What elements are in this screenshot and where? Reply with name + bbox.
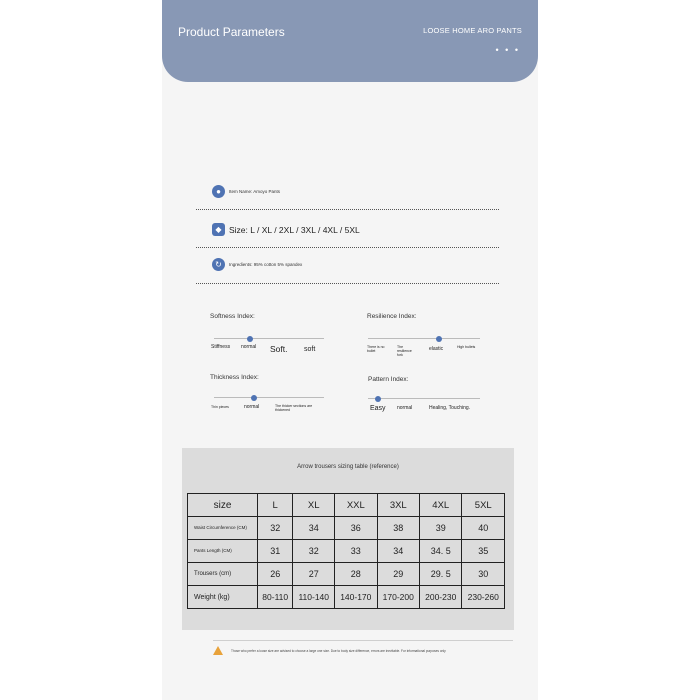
warning-icon xyxy=(213,646,223,655)
table-header-cell: size xyxy=(188,494,258,517)
table-cell: 36 xyxy=(335,517,377,540)
ingredients-row xyxy=(212,258,302,271)
table-cell: 30 xyxy=(462,563,505,586)
size-text: Size: L / XL / 2XL / 3XL / 4XL / 5XL xyxy=(229,224,360,235)
resilience-label: elastic xyxy=(429,346,444,352)
softness-label: Stiffness xyxy=(211,344,231,350)
table-cell: 34. 5 xyxy=(420,540,462,563)
thickness-label: The thicker sections are thickened xyxy=(275,404,313,412)
table-header-cell: 5XL xyxy=(462,494,505,517)
table-cell: 38 xyxy=(377,517,419,540)
thickness-label: normal xyxy=(244,404,260,410)
pattern-knob xyxy=(375,396,381,402)
table-header-cell: 3XL xyxy=(377,494,419,517)
table-cell: 32 xyxy=(258,517,293,540)
table-caption: Arrow trousers sizing table (reference) xyxy=(297,464,399,470)
table-header-cell: XL xyxy=(293,494,335,517)
resilience-label: High bullets xyxy=(457,345,476,349)
product-subtitle: LOOSE HOME ARO PANTS xyxy=(423,26,522,35)
softness-title: Softness Index: xyxy=(210,313,255,320)
table-cell: 29 xyxy=(377,563,419,586)
row-label: Pants Length (CM) xyxy=(188,540,258,563)
resilience-title: Resilience Index: xyxy=(367,313,417,320)
softness-knob xyxy=(247,336,253,342)
table-cell: 39 xyxy=(420,517,462,540)
table-cell: 40 xyxy=(462,517,505,540)
item-name-row xyxy=(212,185,280,198)
divider xyxy=(196,209,499,210)
pattern-slider xyxy=(368,398,480,399)
table-cell: 170-200 xyxy=(377,586,419,609)
softness-label: normal xyxy=(241,344,257,350)
table-cell: 140-170 xyxy=(335,586,377,609)
table-cell: 110-140 xyxy=(293,586,335,609)
table-header-cell: XXL xyxy=(335,494,377,517)
softness-slider xyxy=(214,338,324,339)
table-header-cell: L xyxy=(258,494,293,517)
thickness-knob xyxy=(251,395,257,401)
softness-label: Soft. xyxy=(270,344,288,354)
table-row xyxy=(188,517,505,540)
table-cell: 31 xyxy=(258,540,293,563)
table-row xyxy=(188,563,505,586)
table-cell: 32 xyxy=(293,540,335,563)
table-header-row xyxy=(188,494,505,517)
resilience-slider xyxy=(368,338,480,339)
user-icon: ● xyxy=(212,185,225,198)
table-cell: 34 xyxy=(377,540,419,563)
page-title: Product Parameters xyxy=(178,25,285,39)
softness-label: soft xyxy=(304,346,316,353)
footer-note xyxy=(213,646,446,655)
ingredients-text: Ingredients: 95% cotton 5% spandex xyxy=(229,262,303,267)
table-cell: 80-110 xyxy=(258,586,293,609)
footer-note-text: Those who prefer a loose size are advised to choose a large one size. Due to body size difference, errors are inevitable. For informational purposes only xyxy=(231,648,446,653)
table-cell: 26 xyxy=(258,563,293,586)
row-label: Trousers (cm) xyxy=(188,563,258,586)
table-cell: 35 xyxy=(462,540,505,563)
table-header-cell: 4XL xyxy=(420,494,462,517)
header-dots: • • • xyxy=(495,45,520,55)
table-row xyxy=(188,540,505,563)
size-table-panel xyxy=(182,448,514,630)
tag-icon: ◆ xyxy=(212,223,225,236)
row-label: Waist Circumference (CM) xyxy=(188,517,258,540)
pattern-label: Healing, Touching. xyxy=(429,405,471,411)
table-cell: 200-230 xyxy=(420,586,462,609)
resilience-label: There is no bullet xyxy=(367,345,385,353)
thickness-title: Thickness Index: xyxy=(210,374,259,381)
footer-divider xyxy=(213,640,513,641)
thickness-label: Thin pieces xyxy=(211,405,229,409)
thickness-slider xyxy=(214,397,324,398)
divider xyxy=(196,283,499,284)
header-banner xyxy=(162,0,538,82)
item-name-text: Item Name: Amoyo Pants xyxy=(229,189,281,194)
table-cell: 27 xyxy=(293,563,335,586)
table-cell: 29. 5 xyxy=(420,563,462,586)
table-row xyxy=(188,586,505,609)
table-cell: 34 xyxy=(293,517,335,540)
size-row xyxy=(212,223,360,236)
cycle-icon: ↻ xyxy=(212,258,225,271)
row-label: Weight (kg) xyxy=(188,586,258,609)
resilience-knob xyxy=(436,336,442,342)
resilience-label: The resilience fork xyxy=(397,345,412,357)
table-cell: 28 xyxy=(335,563,377,586)
size-table xyxy=(187,493,505,609)
pattern-label: normal xyxy=(397,405,413,411)
divider xyxy=(196,247,499,248)
table-cell: 230-260 xyxy=(462,586,505,609)
table-cell: 33 xyxy=(335,540,377,563)
pattern-title: Pattern Index: xyxy=(368,376,409,383)
pattern-label: Easy xyxy=(370,405,386,412)
